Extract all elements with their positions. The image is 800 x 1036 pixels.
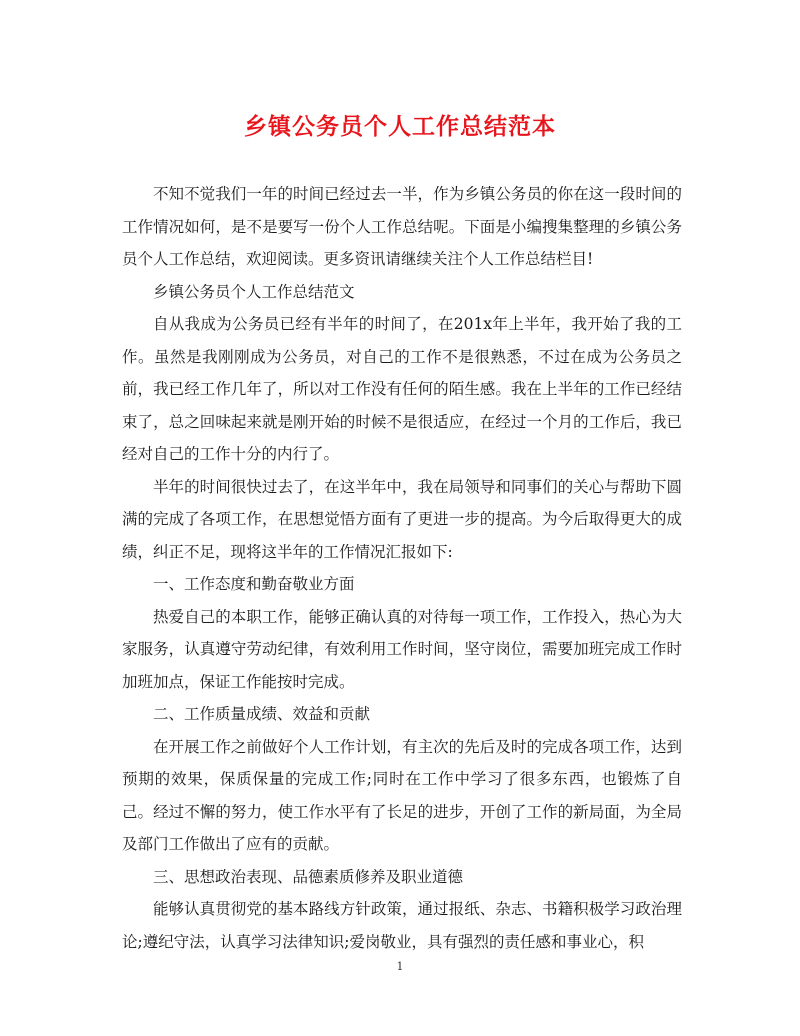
body-paragraph: 自从我成为公务员已经有半年的时间了，在201x年上半年，我开始了我的工作。虽然是我刚刚成为公务员，对自己的工作不是很熟悉，不过在成为公务员之前，我已经工作几年了，所以对工作没有任何的陌生感。我在上半年的工作已经结束了，总之回味起来就是刚开始的时候不是很适应，在经过一个月的工作后，我已经对自己的工作十分的内行了。 xyxy=(122,315,682,463)
section-heading-quality: 二、工作质量成绩、效益和贡献 xyxy=(153,705,371,723)
section-heading-attitude: 一、工作态度和勤奋敬业方面 xyxy=(153,575,355,593)
body-paragraph: 热爱自己的本职工作，能够正确认真的对待每一项工作，工作投入，热心为大家服务，认真遵守劳动纪律，有效利用工作时间，坚守岗位，需要加班完成工作时加班加点，保证工作能按时完成。 xyxy=(122,607,682,691)
body-paragraph: 在开展工作之前做好个人工作计划，有主次的先后及时的完成各项工作，达到预期的效果，保质保量的完成工作;同时在工作中学习了很多东西，也锻炼了自己。经过不懈的努力，使工作水平有了长足的进步，开创了工作的新局面，为全局及部门工作做出了应有的贡献。 xyxy=(122,737,682,853)
body-paragraph: 半年的时间很快过去了，在这半年中，我在局领导和同事们的关心与帮助下圆满的完成了各项工作，在思想觉悟方面有了更进一步的提高。为今后取得更大的成绩，纠正不足，现将这半年的工作情况汇报如下: xyxy=(122,477,682,561)
document-body xyxy=(122,178,682,958)
intro-paragraph: 不知不觉我们一年的时间已经过去一半，作为乡镇公务员的你在这一段时间的工作情况如何，是不是要写一份个人工作总结呢。下面是小编搜集整理的乡镇公务员个人工作总结，欢迎阅读。更多资讯请继续关注个人工作总结栏目! xyxy=(122,185,682,268)
section-heading-ethics: 三、思想政治表现、品德素质修养及职业道德 xyxy=(153,867,464,886)
document-title: 乡镇公务员个人工作总结范本 xyxy=(244,114,556,140)
section-heading-sample: 乡镇公务员个人工作总结范文 xyxy=(153,282,355,301)
page-number: 1 xyxy=(396,960,404,973)
body-paragraph: 能够认真贯彻党的基本路线方针政策，通过报纸、杂志、书籍积极学习政治理论;遵纪守法，认真学习法律知识;爱岗敬业，具有强烈的责任感和事业心，积 xyxy=(122,900,682,951)
